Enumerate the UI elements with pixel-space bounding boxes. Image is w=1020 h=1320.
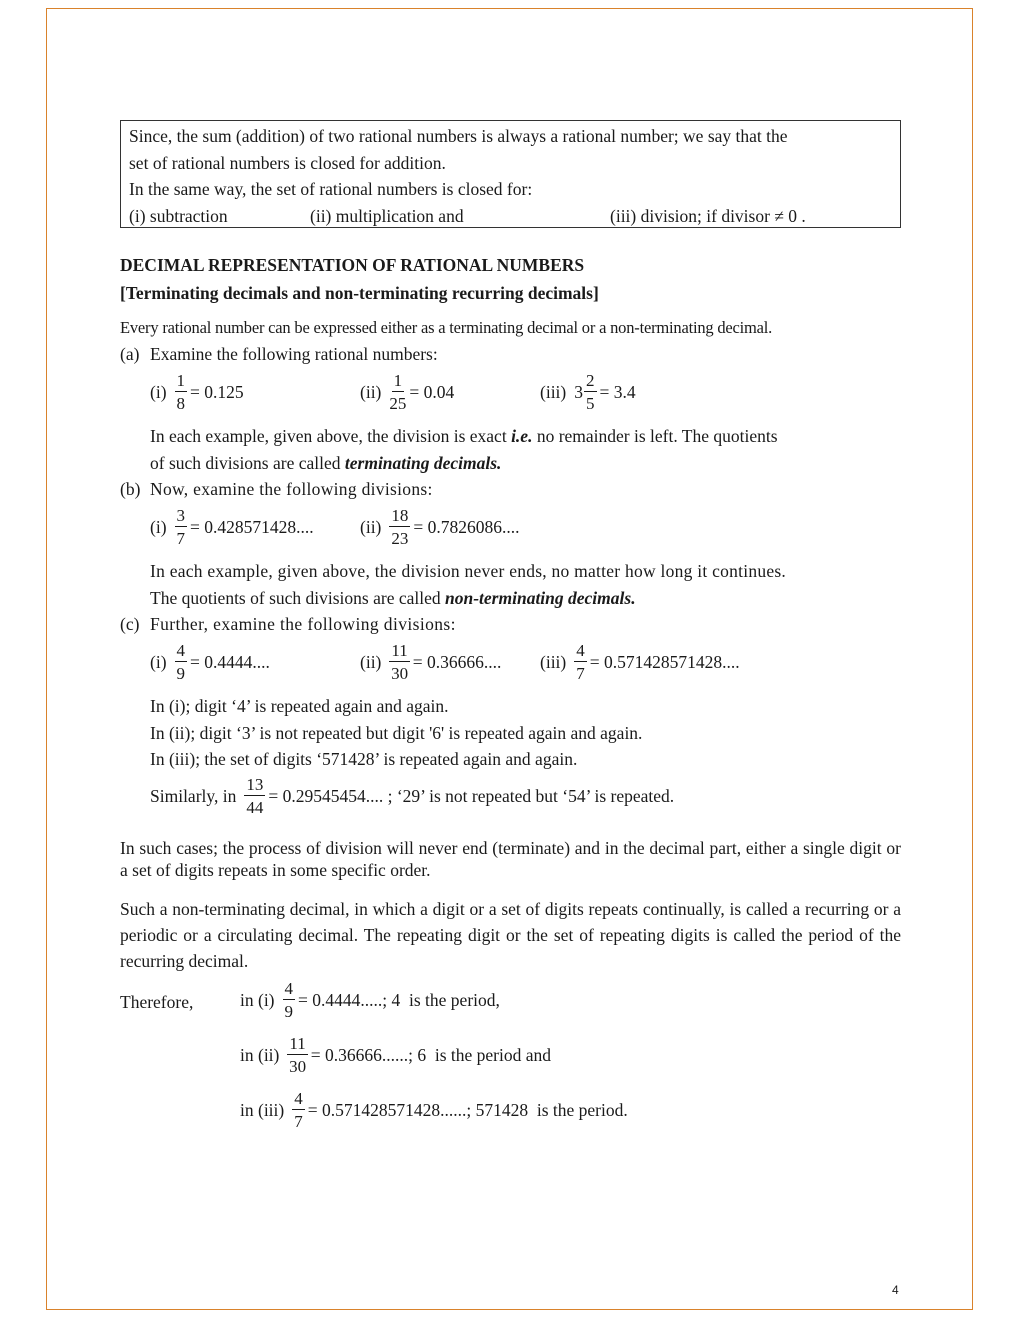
paragraph-process: In such cases; the process of division will never end (terminate) and in the decimal part, either a single digit or a set of digits repeats in some specific order. — [120, 838, 901, 880]
therefore-row-2 — [240, 1035, 551, 1075]
fraction — [389, 372, 406, 412]
row-result: = 0.4444.....; 4 is the period, — [298, 990, 500, 1010]
similar-post: = 0.29545454.... ; ‘29’ is not repeated but ‘54’ is repeated. — [268, 786, 675, 806]
ex-label: (i) — [150, 382, 167, 402]
note-ie: i.e. — [511, 426, 533, 446]
fraction — [584, 372, 597, 412]
numerator: 4 — [284, 979, 294, 998]
denominator: 9 — [176, 664, 186, 683]
box-items — [129, 203, 892, 230]
fraction — [175, 372, 188, 412]
row-pre: in (ii) — [240, 1045, 280, 1065]
part-c-example-3 — [540, 642, 740, 682]
part-a-example-3 — [540, 372, 636, 412]
denominator: 7 — [176, 529, 186, 548]
therefore-label: Therefore, — [120, 992, 194, 1012]
denominator: 30 — [391, 664, 409, 683]
ex-label: (ii) — [360, 382, 382, 402]
row-result: = 0.571428571428......; 571428 is the period. — [307, 1100, 628, 1120]
part-a-label: (a) — [120, 344, 140, 364]
ex-label: (iii) — [540, 382, 567, 402]
part-a-example-2 — [360, 372, 454, 412]
box-item-multiplication: (ii) multiplication and — [310, 205, 464, 226]
ex-result: = 0.4444.... — [190, 652, 270, 672]
numerator: 4 — [576, 641, 585, 660]
numerator: 1 — [393, 371, 403, 390]
mixed-whole: 3 — [574, 382, 583, 402]
denominator: 23 — [391, 529, 409, 548]
ex-label: (iii) — [540, 652, 567, 672]
row-pre: in (i) — [240, 990, 275, 1010]
numerator: 18 — [391, 506, 409, 525]
fraction — [389, 642, 409, 682]
therefore-row-3 — [240, 1090, 628, 1130]
page-number: 4 — [892, 1283, 899, 1297]
fraction — [175, 507, 188, 547]
box-item-subtraction: (i) subtraction — [129, 205, 228, 226]
box-line-1: Since, the sum (addition) of two rational numbers is always a rational number; we say that the — [129, 126, 788, 146]
denominator: 8 — [176, 394, 186, 413]
denominator: 25 — [389, 394, 407, 413]
row-result: = 0.36666......; 6 is the period and — [310, 1045, 552, 1065]
part-a-note-2 — [150, 450, 501, 476]
ex-label: (ii) — [360, 652, 382, 672]
fraction — [244, 776, 265, 816]
intro-text: Every rational number can be expressed either as a terminating decimal or a non-terminating decimal. — [120, 318, 773, 337]
part-b-example-1 — [150, 507, 314, 547]
part-a-example-1 — [150, 372, 244, 412]
ex-result: = 0.7826086.... — [413, 517, 520, 537]
box-line-2: set of rational numbers is closed for addition. — [129, 152, 446, 173]
part-a-text: Examine the following rational numbers: — [150, 344, 438, 364]
term-non-terminating: non-terminating decimals. — [445, 588, 636, 608]
part-c-example-1 — [150, 642, 270, 682]
fraction — [283, 980, 296, 1020]
ex-label: (ii) — [360, 517, 382, 537]
fraction — [292, 1090, 305, 1130]
denominator: 7 — [576, 664, 585, 683]
ex-result: = 0.36666.... — [412, 652, 502, 672]
closure-note-box — [120, 120, 901, 228]
numerator: 2 — [586, 371, 595, 390]
numerator: 3 — [176, 506, 186, 525]
part-b-label: (b) — [120, 479, 141, 499]
row-pre: in (iii) — [240, 1100, 285, 1120]
part-c-text: Further, examine the following divisions: — [150, 614, 456, 634]
ex-label: (i) — [150, 652, 167, 672]
numerator: 4 — [176, 641, 186, 660]
denominator: 5 — [586, 394, 595, 413]
note-text: The quotients of such divisions are called — [150, 588, 445, 608]
note-text: In each example, given above, the division is exact — [150, 426, 512, 446]
part-a-note-1 — [150, 423, 778, 449]
ex-result: = 0.571428571428.... — [589, 652, 740, 672]
section-subheading: [Terminating decimals and non-terminating recurring decimals] — [120, 283, 599, 303]
part-c-label: (c) — [120, 614, 140, 634]
ex-label: (i) — [150, 517, 167, 537]
numerator: 13 — [246, 775, 264, 794]
therefore-row-1 — [240, 980, 500, 1020]
note-text: no remainder is left. The quotients — [532, 426, 778, 446]
denominator: 44 — [246, 798, 264, 817]
denominator: 9 — [284, 1002, 294, 1021]
paragraph-recurring-definition: Such a non-terminating decimal, in which a digit or a set of digits repeats continually, is called a recurring or a periodic or a circulating decimal. The repeating digit or the set of repeating digits is called the period of the recurring decimal. — [120, 899, 901, 971]
section-heading: DECIMAL REPRESENTATION OF RATIONAL NUMBERS — [120, 255, 585, 275]
box-item-division: (iii) division; if divisor ≠ 0 . — [610, 205, 806, 226]
part-c-line-1: In (i); digit ‘4’ is repeated again and again. — [150, 696, 449, 716]
note-text: of such divisions are called — [150, 453, 345, 473]
term-terminating: terminating decimals. — [344, 453, 502, 473]
ex-result: = 0.125 — [190, 382, 244, 402]
fraction — [389, 507, 410, 547]
denominator: 30 — [289, 1057, 307, 1076]
part-c-line-3: In (iii); the set of digits ‘571428’ is repeated again and again. — [150, 749, 578, 769]
part-c-example-2 — [360, 642, 501, 682]
part-c-line-2: In (ii); digit ‘3’ is not repeated but digit '6' is repeated again and again. — [150, 723, 643, 743]
fraction — [175, 642, 188, 682]
part-b-note-2 — [150, 585, 636, 611]
part-b-example-2 — [360, 507, 520, 547]
numerator: 11 — [391, 641, 408, 660]
numerator: 11 — [289, 1034, 306, 1053]
ex-result: = 0.428571428.... — [190, 517, 314, 537]
part-c-similarly — [150, 776, 674, 816]
numerator: 1 — [176, 371, 186, 390]
fraction — [287, 1035, 307, 1075]
part-b-note-1: In each example, given above, the division never ends, no matter how long it continues. — [150, 561, 787, 581]
similar-pre: Similarly, in — [150, 786, 237, 806]
denominator: 7 — [294, 1112, 303, 1131]
ex-result: = 3.4 — [599, 382, 636, 402]
part-b-text: Now, examine the following divisions: — [150, 479, 433, 499]
numerator: 4 — [294, 1089, 303, 1108]
ex-result: = 0.04 — [409, 382, 455, 402]
fraction — [574, 642, 587, 682]
box-line-3: In the same way, the set of rational numbers is closed for: — [129, 179, 533, 199]
